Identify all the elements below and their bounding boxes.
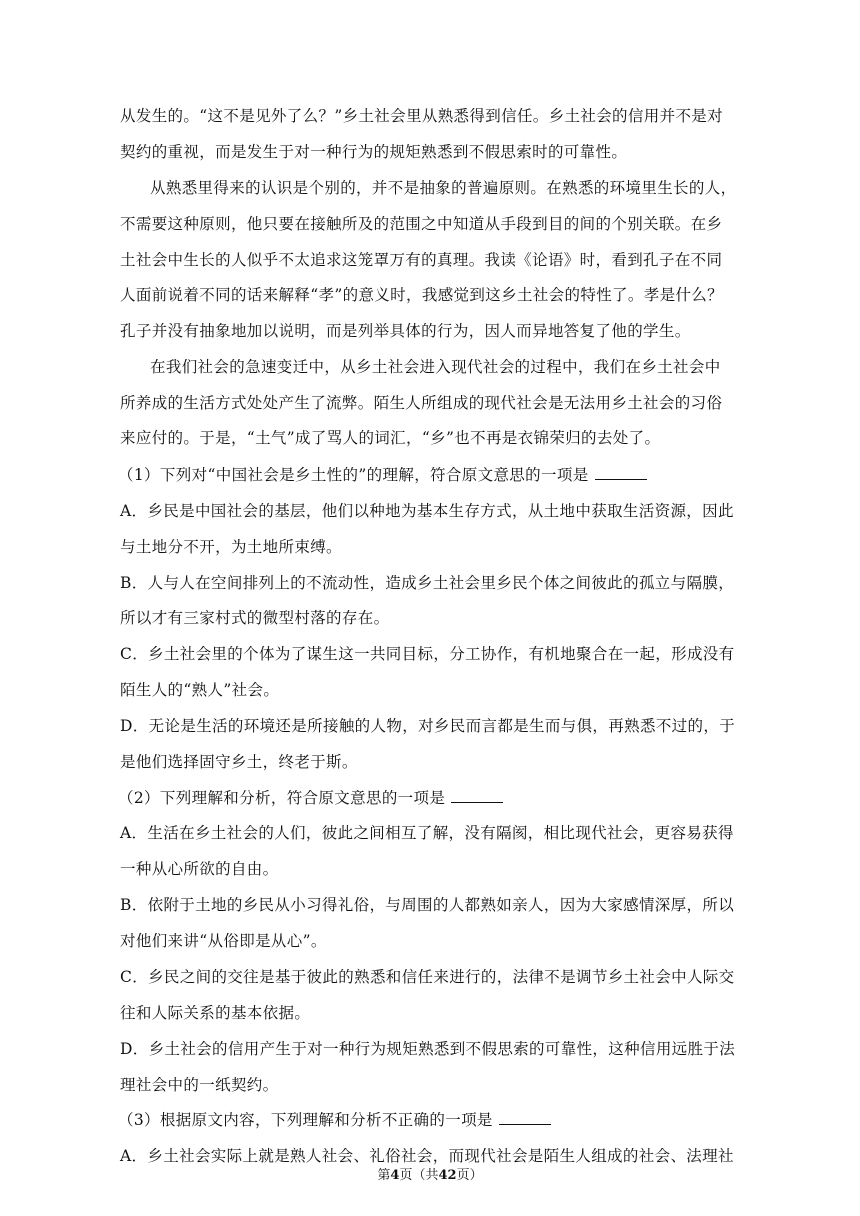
question-1-option-d-cont: 是他们选择固守乡土，终老于斯。 [120, 753, 358, 771]
passage-line: 从熟悉里得来的认识是个别的，并不是抽象的普遍原则。在熟悉的环境里生长的人， [150, 179, 737, 197]
question-2-option-c: C．乡民之间的交往是基于彼此的熟悉和信任来进行的，法律不是调节乡土社会中人际交 [120, 968, 735, 986]
question-1-option-a: A．乡民是中国社会的基层，他们以种地为基本生存方式，从土地中获取生活资源，因此 [120, 502, 734, 520]
question-1-option-a-cont: 与土地分不开，为土地所束缚。 [120, 538, 342, 556]
footer-prefix: 第 [377, 1168, 391, 1183]
answer-blank [595, 465, 647, 480]
passage-line: 土社会中生长的人似乎不太追求这笼罩万有的真理。我读《论语》时，看到孔子在不同 [120, 251, 723, 269]
question-2-option-c-cont: 往和人际关系的基本依据。 [120, 1004, 311, 1022]
question-2-option-d: D．乡土社会的信用产生于对一种行为规矩熟悉到不假思索的可靠性，这种信用远胜于法 [120, 1040, 736, 1058]
passage-line: 不需要这种原则，他只要在接触所及的范围之中知道从手段到目的间的个别关联。在乡 [120, 215, 723, 233]
passage-line: 来应付的。于是，“土气”成了骂人的词汇，“乡”也不再是衣锦荣归的去处了。 [120, 429, 661, 447]
answer-blank [451, 788, 503, 803]
question-3-option-a: A．乡土社会实际上就是熟人社会、礼俗社会，而现代社会是陌生人组成的社会、法理社 [120, 1147, 734, 1165]
question-2-option-d-cont: 理社会中的一纸契约。 [120, 1076, 279, 1094]
passage-line: 在我们社会的急速变迁中，从乡土社会进入现代社会的过程中，我们在乡土社会中 [150, 358, 721, 376]
footer-suffix: 页） [456, 1168, 483, 1183]
question-1-stem [118, 465, 738, 485]
question-2-option-a-cont: 一种从心所欲的自由。 [120, 860, 279, 878]
passage-line: 所养成的生活方式处处产生了流弊。陌生人所组成的现代社会是无法用乡土社会的习俗 [120, 394, 723, 412]
question-2-option-b-cont: 对他们来讲“从俗即是从心”。 [120, 932, 327, 950]
answer-blank [499, 1110, 551, 1125]
passage-line: 人面前说着不同的话来解释“孝”的意义时，我感觉到这乡土社会的特性了。孝是什么？ [120, 286, 724, 304]
question-1-option-c: C．乡土社会里的个体为了谋生这一共同目标，分工协作，有机地聚合在一起，形成没有 [120, 645, 735, 663]
question-3-stem [118, 1110, 738, 1130]
footer-middle: 页（共 [399, 1168, 439, 1183]
page-footer [0, 1168, 860, 1184]
passage-line: 契约的重视，而是发生于对一种行为的规矩熟悉到不假思索时的可靠性。 [120, 143, 628, 161]
current-page-number: 4 [390, 1168, 400, 1183]
question-2-stem [118, 788, 738, 808]
question-1-option-c-cont: 陌生人的“熟人”社会。 [120, 681, 280, 699]
question-text: （3）根据原文内容，下列理解和分析不正确的一项是 [118, 1111, 493, 1129]
question-text: （1）下列对“中国社会是乡土性的”的理解，符合原文意思的一项是 [118, 466, 589, 484]
question-1-option-d: D．无论是生活的环境还是所接触的人物，对乡民而言都是生而与俱，再熟悉不过的，于 [120, 717, 736, 735]
question-text: （2）下列理解和分析，符合原文意思的一项是 [118, 789, 446, 807]
total-page-count: 42 [438, 1168, 457, 1183]
question-1-option-b-cont: 所以才有三家村式的微型村落的存在。 [120, 609, 390, 627]
question-2-option-b: B．依附于土地的乡民从小习得礼俗，与周围的人都熟如亲人，因为大家感情深厚，所以 [120, 896, 735, 914]
passage-line: 孔子并没有抽象地加以说明，而是列举具体的行为，因人而异地答复了他的学生。 [120, 322, 691, 340]
passage-line: 从发生的。“这不是见外了么？”乡土社会里从熟悉得到信任。乡土社会的信用并不是对 [120, 107, 724, 125]
question-2-option-a: A．生活在乡土社会的人们，彼此之间相互了解，没有隔阂，相比现代社会，更容易获得 [120, 824, 734, 842]
question-1-option-b: B．人与人在空间排列上的不流动性，造成乡土社会里乡民个体之间彼此的孤立与隔膜， [120, 574, 735, 592]
